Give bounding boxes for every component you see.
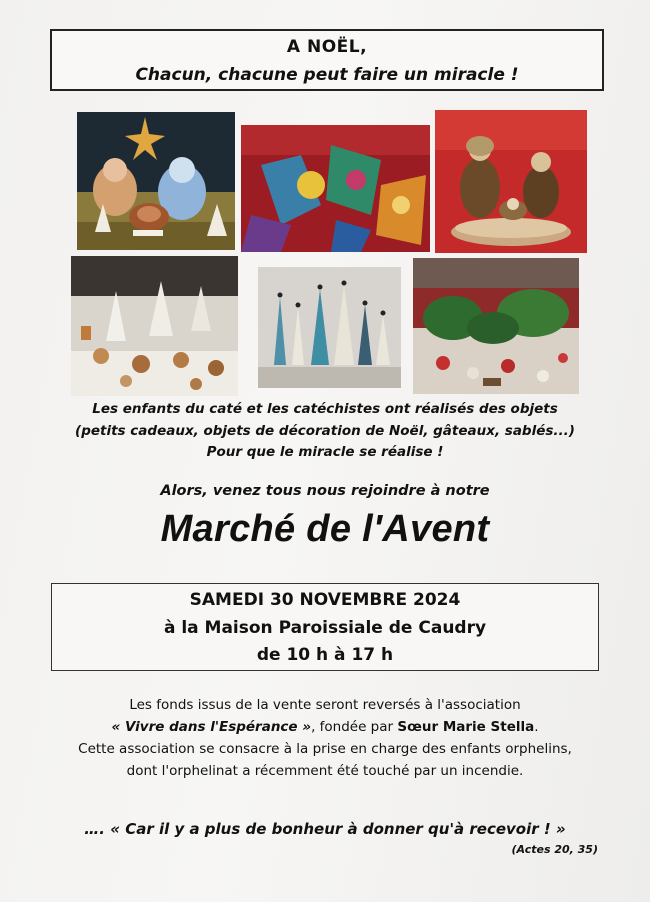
header-line-2: Chacun, chacune peut faire un miracle ! bbox=[135, 65, 519, 85]
event-title: Marché de l'Avent bbox=[160, 508, 490, 550]
market-stall-photo bbox=[413, 258, 579, 394]
event-details-box bbox=[51, 583, 599, 671]
bible-quote: …. « Car il y a plus de bonheur à donner qu'à recevoir ! » bbox=[84, 820, 566, 838]
craft-table-photo bbox=[71, 256, 238, 396]
event-hours: de 10 h à 17 h bbox=[256, 645, 394, 665]
bible-reference: (Actes 20, 35) bbox=[511, 843, 598, 856]
intro-line-1: Les enfants du caté et les catéchistes ont réalisés des objets bbox=[92, 401, 558, 417]
intro-line-2: (petits cadeaux, objets de décoration de Noël, gâteaux, sablés...) bbox=[75, 423, 575, 439]
charity-line-2 bbox=[0, 719, 650, 735]
header-line-1: A NOËL, bbox=[286, 37, 368, 57]
charity-line-2-end: . bbox=[534, 719, 539, 735]
charity-founded-text: , fondée par bbox=[311, 719, 394, 735]
pinecone-nativity-photo bbox=[435, 110, 587, 253]
painted-fabric-photo bbox=[241, 125, 430, 252]
intro-line-3: Pour que le miracle se réalise ! bbox=[206, 444, 444, 460]
invitation-text: Alors, venez tous nous rejoindre à notre bbox=[160, 483, 490, 499]
nativity-craft-photo bbox=[77, 112, 235, 250]
charity-line-1: Les fonds issus de la vente seront reversés à l'association bbox=[129, 697, 521, 713]
event-place: à la Maison Paroissiale de Caudry bbox=[163, 618, 487, 638]
wooden-trees-photo bbox=[258, 267, 401, 388]
charity-org-name: « Vivre dans l'Espérance » bbox=[111, 719, 312, 735]
charity-founder: Sœur Marie Stella bbox=[397, 719, 535, 735]
charity-line-3: Cette association se consacre à la prise en charge des enfants orphelins, bbox=[78, 741, 572, 757]
event-date: SAMEDI 30 NOVEMBRE 2024 bbox=[189, 590, 461, 610]
charity-line-4: dont l'orphelinat a récemment été touché par un incendie. bbox=[126, 763, 524, 779]
header-box bbox=[50, 29, 604, 91]
